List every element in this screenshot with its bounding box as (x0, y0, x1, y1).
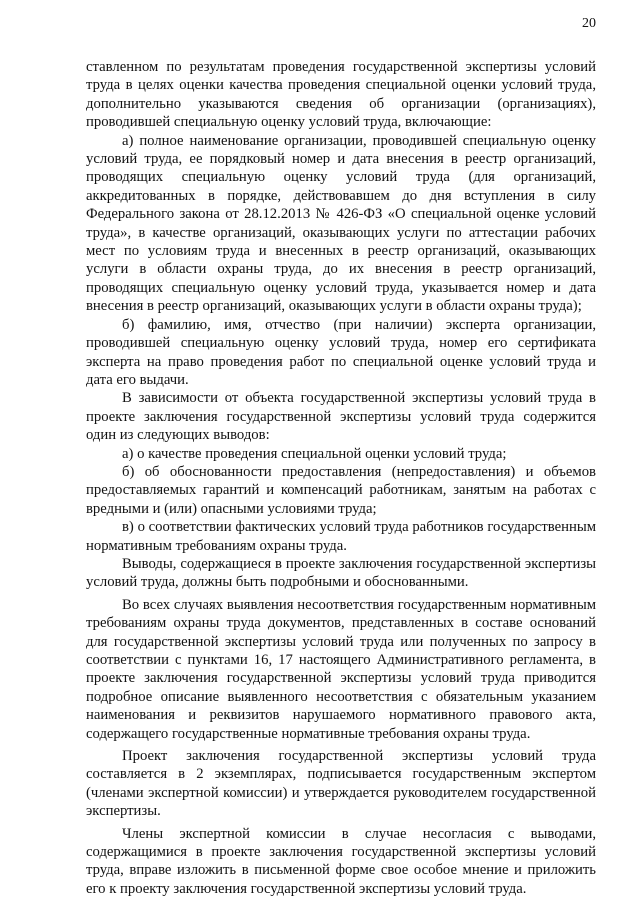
paragraph: б) об обоснованности предоставления (непредоставления) и объемов предоставляемых гарантий и компенсаций работникам, занятым на работах с вредными и (или) опасными условиями труда; (86, 463, 596, 517)
paragraph: а) полное наименование организации, проводившей специальную оценку условий труда, ее порядковый номер и дата внесения в реестр организаций, проводящих специальную оценку условий труда (для организаций, аккредитованных в порядке, действовавшем до дня вступления в силу Федерального закона от 28.12.2013 № 426-ФЗ «О специальной оценке условий труда», в качестве организаций, оказывающих услуги по аттестации рабочих мест по условиям труда и внесенных в реестр организаций, оказывающих услуги в области охраны труда, до их внесения в реестр организаций, проводящих специальную оценку условий труда, указывается номер и дата внесения в реестр организаций, оказывающих услуги в области охраны труда); (86, 132, 596, 315)
paragraph: а) о качестве проведения специальной оценки условий труда; (122, 445, 507, 462)
paragraph: Проект заключения государственной экспертизы условий труда составляется в 2 экземплярах, подписывается государственным экспертом (членами экспертной комиссии) и утверждается руководителем государственной экспертизы. (86, 748, 596, 820)
paragraph: Выводы, содержащиеся в проекте заключения государственной экспертизы условий труда, должны быть подробными и обоснованными. (86, 555, 596, 591)
paragraph: В зависимости от объекта государственной экспертизы условий труда в проекте заключения государственной экспертизы условий труда содержится один из следующих выводов: (86, 390, 596, 444)
paragraph: б) фамилию, имя, отчество (при наличии) эксперта организации, проводившей специальную оценку условий труда, номер его сертификата эксперта на право проведения работ по специальной оценке условий труда и дата его выдачи. (86, 316, 596, 388)
paragraph: Члены экспертной комиссии в случае несогласия с выводами, содержащимися в проекте заключения государственной экспертизы условий труда, вправе изложить в письменной форме свое особое мнение и приложить его к проекту заключения государственной экспертизы условий труда. (86, 825, 596, 897)
document-body (86, 58, 596, 898)
paragraph: в) о соответствии фактических условий труда работников государственным нормативным требованиям охраны труда. (86, 519, 596, 554)
page-number: 20 (582, 16, 596, 31)
paragraph: ставленном по результатам проведения государственной экспертизы условий труда в целях оценки качества проведения специальной оценки условий труда, дополнительно указываются сведения об организации (организациях), проводившей специальную оценку условий труда, включающие: (86, 59, 596, 131)
paragraph: Во всех случаях выявления несоответствия государственным нормативным требованиям охраны труда документов, представленных в составе оснований для государственной экспертизы условий труда или полученных по запросу в соответствии с пунктами 16, 17 настоящего Административного регламента, в проекте заключения государственной экспертизы условий труда приводится подробное описание выявленного несоответствия с обязательным указанием наименования и реквизитов нарушаемого нормативного правового акта, содержащего государственные нормативные требования охраны труда. (86, 596, 596, 742)
